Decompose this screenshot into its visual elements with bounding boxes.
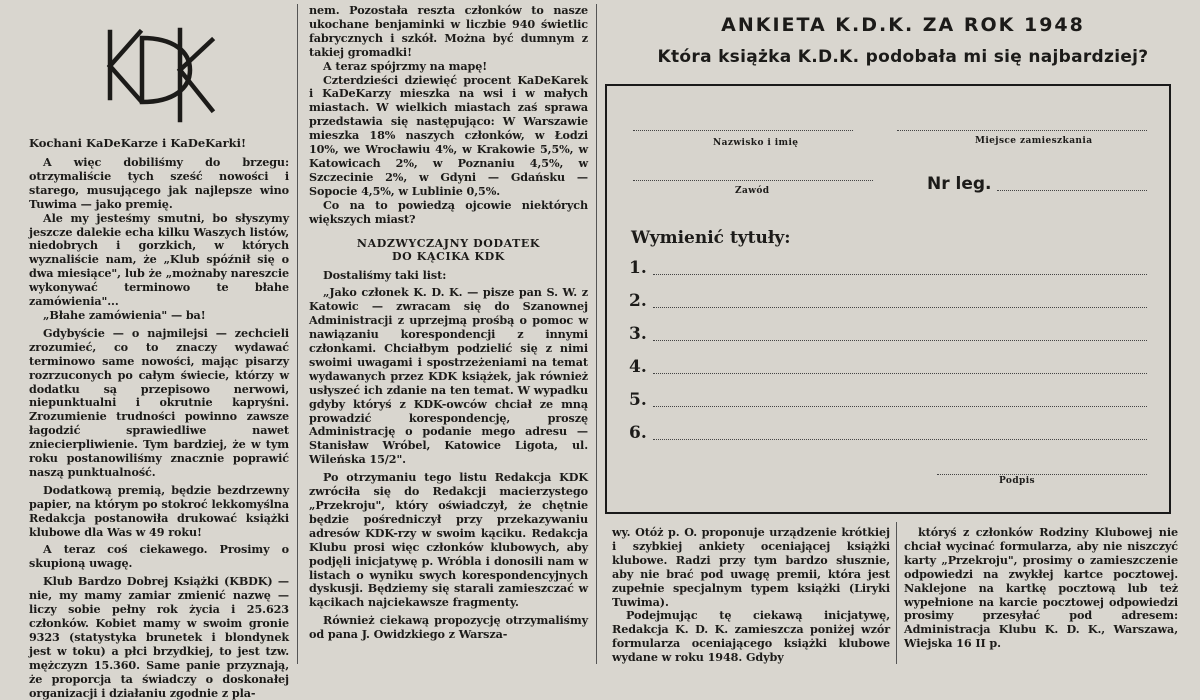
survey-form[interactable]	[605, 84, 1171, 514]
paragraph: A teraz spójrzmy na mapę!	[323, 58, 488, 73]
title-line-5[interactable]	[653, 406, 1147, 407]
title-number: 2.	[629, 291, 647, 311]
title-number: 6.	[629, 423, 647, 443]
column-2	[309, 4, 588, 666]
paragraph: wy. Otóż p. O. proponuje urządzenie krótkiej i szybkiej ankiety oceniającej książki klubowe. Radzi przy tym bardzo słusznie, aby nie brać pod uwagę premii, która jest zupełnie specjalnym typem książki (Liryki Tuwima).	[612, 525, 890, 609]
paragraph: „Jako członek K. D. K. — pisze pan S. W. z Katowic — zwracam się do Szanownej Administracji z uprzejmą prośbą o pomoc w nawiązaniu korespondencji z innymi członkami. Chciałbym podzielić się z nimi swoimi uwagami i spostrzeżeniami na temat wydawanych przez KDK książek, jak również usłyszeć ich zdanie na ten temat. W wypadku gdyby któryś z KDK-owców chciał ze mną prowadzić korespondencję, proszę Administrację o podanie mego adresu — Stanisław Wróbel, Katowice Ligota, ul. Wileńska 15/2".	[309, 285, 588, 467]
paragraph: „Błahe zamówienia" — ba!	[43, 307, 206, 322]
column-rule	[297, 4, 298, 664]
titles-label: Wymienić tytuły:	[631, 228, 791, 248]
title-line-2[interactable]	[653, 307, 1147, 308]
title-number: 3.	[629, 324, 647, 344]
title-line-3[interactable]	[653, 340, 1147, 341]
survey-title: ANKIETA K.D.K. ZA ROK 1948	[721, 14, 1085, 36]
name-line[interactable]	[633, 130, 853, 131]
paragraph: Czterdzieści dziewięć procent KaDeKarek i KaDeKarzy mieszka na wsi i w małych miastach. W wielkich miastach zaś sprawa przedstawia się następująco: W Warszawie mieszka 18% naszych członków, w Łodzi 10%, we Wrocławiu 4%, w Krakowie 5,5%, w Katowicach 2%, w Poznaniu 4,5%, w Szczecinie 2%, w Gdyni — Gdańsku — Sopocie 4,5%, w Lublinie 0,5%.	[309, 72, 588, 198]
title-number: 1.	[629, 258, 647, 278]
section-heading: NADZWYCZAJNY DODATEK	[356, 236, 541, 250]
column-rule	[596, 4, 597, 664]
paragraph: któryś z członków Rodziny Klubowej nie chciał wycinać formularza, aby nie niszczyć karty „Przekroju", prosimy o zamieszczenie odpowiedzi na zwykłej kartce pocztowej. Naklejone na kartkę pocztową lub też wypełnione na karcie pocztowej odpowiedzi prosimy przesyłać pod adresem: Administracja Klubu K. D. K., Warszawa, Wiejska 16 II p.	[904, 525, 1178, 651]
column-3	[612, 526, 890, 666]
paragraph: Klub Bardzo Dobrej Książki (KBDK) — nie, my mamy zamiar zmienić nazwę — liczy sobie pełny rok życia i 25.623 członków. Kobiet mamy w swoim gronie 9323 (statystyka brunetek i blondynek jest w toku) a płci brzydkiej, to jest tzw. mężczyzn 15.360. Same panie przyznają, że proporcja ta świadczy o doskonałej organizacji i działaniu zgodnie z pla-	[29, 574, 289, 700]
paragraph: nem. Pozostała reszta członków to nasze ukochane benjaminki w liczbie 940 świetlic fabrycznych i szkół. Można być dumnym z takiej gromadki!	[309, 3, 588, 59]
title-line-4[interactable]	[653, 373, 1147, 374]
survey-subtitle: Która książka K.D.K. podobała mi się najbardziej?	[657, 47, 1149, 67]
title-line-1[interactable]	[653, 274, 1147, 275]
title-number: 4.	[629, 357, 647, 377]
residence-line[interactable]	[897, 130, 1147, 131]
signature-label: Podpis	[999, 476, 1036, 486]
section-heading: DO KĄCIKA KDK	[392, 249, 505, 263]
residence-label: Miejsce zamieszkania	[975, 136, 1093, 146]
paragraph: Również ciekawą propozycję otrzymaliśmy od pana J. Owidzkiego z Warsza-	[309, 613, 588, 642]
paragraph: Po otrzymaniu tego listu Redakcja KDK zwróciła się do Redakcji macierzystego „Przekroju", który oświadczył, że chętnie będzie pośredniczył przy przekazywaniu adresów KDK-rzy w swoim kąciku. Redakcja Klubu prosi więc członków klubowych, aby podjęli inicjatywę p. Wróbla i donosili nam w listach o wyniku swych korespondencyjnych dyskusji. Będziemy się starali zamieszczać w kącikach najciekawsze fragmenty.	[309, 470, 588, 610]
signature-line[interactable]	[937, 474, 1147, 475]
paragraph: Dodatkową premią, będzie bezdrzewny papier, na którym po stokroć lekkomyślna Redakcja postanowiła drukować książki klubowe dla Was w 49 roku!	[29, 482, 289, 539]
paragraph: Dostaliśmy taki list:	[323, 267, 447, 282]
greeting: Kochani KaDeKarze i KaDeKarki!	[29, 136, 247, 150]
job-label: Zawód	[735, 186, 770, 196]
kdk-monogram-logo	[100, 20, 220, 130]
nr-leg-label: Nr leg.	[927, 174, 992, 194]
column-rule	[896, 522, 897, 664]
paragraph: Co na to powiedzą ojcowie niektórych większych miast?	[309, 197, 588, 226]
paragraph: A więc dobiliśmy do brzegu: otrzymaliście tych sześć nowości i starego, musującego jak najlepsze wino Tuwima — jako premię.	[29, 155, 289, 211]
column-4	[904, 526, 1178, 666]
paragraph: A teraz coś ciekawego. Prosimy o skupioną uwagę.	[29, 542, 289, 571]
column-1	[29, 136, 289, 700]
title-number: 5.	[629, 390, 647, 410]
paragraph: Gdybyście — o najmilejsi — zechcieli zrozumieć, co to znaczy wydawać terminowo same nowości, mając pisarzy rozrzuconych po całym świecie, którzy w dodatku są przepisowo nerwowi, niepunktualni i okrutnie kapryśni. Zrozumienie trudności powinno zawsze łagodzić sprawiedliwe nawet zniecierpliwienie. Tym bardziej, że w tym roku postanowiliśmy znacznie poprawić naszą punktualność.	[29, 325, 289, 479]
paragraph: Podejmując tę ciekawą inicjatywę, Redakcja K. D. K. zamieszcza poniżej wzór formularza oceniającego książki klubowe wydane w roku 1948. Gdyby	[612, 608, 890, 665]
nr-leg-line[interactable]	[997, 190, 1147, 191]
title-line-6[interactable]	[653, 439, 1147, 440]
paragraph: Ale my jesteśmy smutni, bo słyszymy jeszcze dalekie echa kilku Waszych listów, niedobrych i gorzkich, w których wyznaliście nam, że „Klub spóźnił się o dwa miesiące", lub że „możnaby nareszcie wykonywać terminowo te błahe zamówienia"...	[29, 210, 289, 309]
job-line[interactable]	[633, 180, 873, 181]
name-label: Nazwisko i imię	[713, 138, 799, 148]
